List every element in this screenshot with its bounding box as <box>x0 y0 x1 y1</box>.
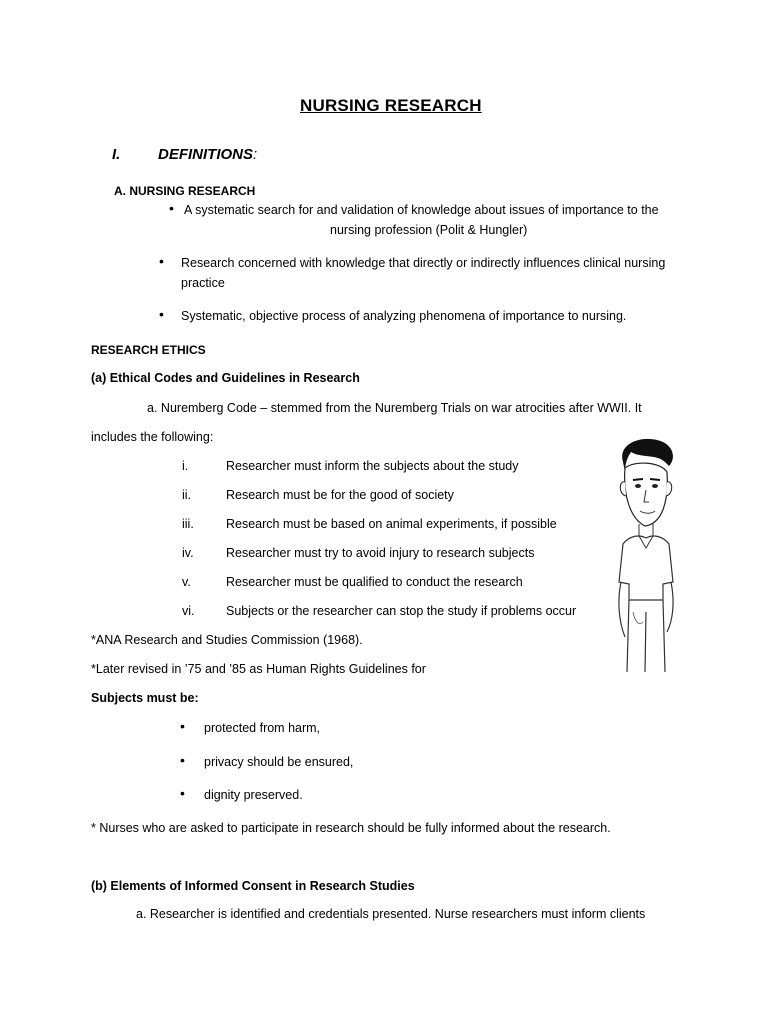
subject-bullet-2: privacy should be ensured, <box>204 755 354 769</box>
list-text: Subjects or the researcher can stop the study if problems occur <box>226 604 577 618</box>
bullet-icon: • <box>169 200 174 216</box>
list-numeral: vi. <box>182 604 195 618</box>
section-numeral: I. <box>112 146 121 163</box>
definition-bullet-2-line-2: practice <box>181 276 225 290</box>
nuremberg-code-label: Nuremberg Code <box>160 401 257 415</box>
list-numeral: ii. <box>182 488 192 502</box>
bullet-icon: • <box>180 752 185 768</box>
list-numeral: iv. <box>182 546 194 560</box>
section-heading-label: DEFINITIONS <box>158 146 254 163</box>
informed-consent-item-a: a. Researcher is identified and credentials presented. Nurse researchers must inform clients <box>136 907 646 921</box>
list-text: Researcher must inform the subjects about the study <box>226 459 519 473</box>
page-title: NURSING RESEARCH <box>300 96 482 115</box>
list-text: Research must be for the good of society <box>226 488 454 502</box>
informed-consent-heading: (b) Elements of Informed Consent in Research Studies <box>91 879 415 893</box>
bullet-icon: • <box>159 306 164 322</box>
list-text: Research must be based on animal experiments, if possible <box>226 517 557 531</box>
research-ethics-heading: RESEARCH ETHICS <box>91 343 206 357</box>
list-text: Researcher must be qualified to conduct the research <box>226 575 523 589</box>
nurses-note: * Nurses who are asked to participate in research should be fully informed about the research. <box>91 821 611 835</box>
cartoon-man-icon <box>605 432 685 677</box>
definition-bullet-2-line-1: Research concerned with knowledge that directly or indirectly influences clinical nursing <box>181 256 666 270</box>
definition-bullet-1-line-2: nursing profession (Polit & Hungler) <box>330 223 528 237</box>
revised-guidelines-line: *Later revised in ’75 and ’85 as Human Rights Guidelines for <box>91 662 426 676</box>
subheading-nursing-research: A. NURSING RESEARCH <box>114 184 256 198</box>
subjects-heading: Subjects must be: <box>91 691 199 705</box>
list-numeral: v. <box>182 575 191 589</box>
nuremberg-description: – stemmed from the Nuremberg Trials on war atrocities after WWII. It <box>256 401 642 415</box>
section-heading <box>158 146 257 163</box>
list-numeral: i. <box>182 459 189 473</box>
ethical-codes-heading: (a) Ethical Codes and Guidelines in Research <box>91 371 360 385</box>
nuremberg-line <box>147 401 642 415</box>
definition-bullet-1-line-1: A systematic search for and validation of knowledge about issues of importance to the <box>184 203 659 217</box>
nuremberg-continued: includes the following: <box>91 430 214 444</box>
section-heading-colon: : <box>253 146 258 163</box>
subject-bullet-1: protected from harm, <box>204 721 321 735</box>
cartoon-man-illustration <box>605 432 685 677</box>
list-numeral: iii. <box>182 517 194 531</box>
bullet-icon: • <box>159 253 164 269</box>
definition-bullet-3: Systematic, objective process of analyzing phenomena of importance to nursing. <box>181 309 627 323</box>
bullet-icon: • <box>180 718 185 734</box>
nuremberg-prefix: a. <box>147 401 158 415</box>
bullet-icon: • <box>180 785 185 801</box>
ana-commission-line: *ANA Research and Studies Commission (1968). <box>91 633 363 647</box>
subject-bullet-3: dignity preserved. <box>204 788 303 802</box>
list-text: Researcher must try to avoid injury to research subjects <box>226 546 535 560</box>
